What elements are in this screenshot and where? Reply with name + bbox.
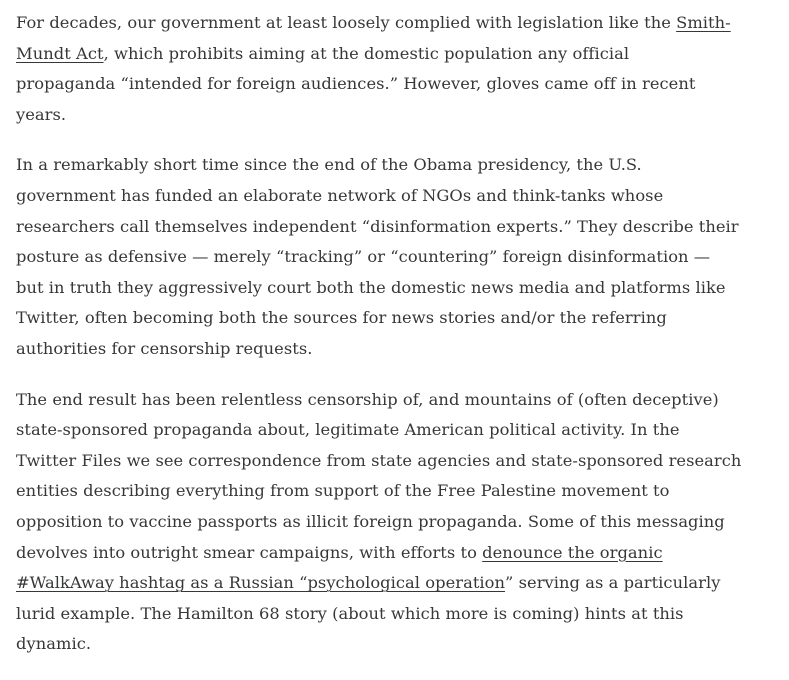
paragraph-1 — [16, 8, 786, 130]
text-segment: ” serving as a particularly — [505, 573, 721, 593]
smith-mundt-act-link-continued[interactable]: Mundt Act — [16, 43, 104, 63]
text-line — [16, 568, 786, 599]
text-line: opposition to vaccine passports as illicit foreign propaganda. Some of this messaging — [16, 511, 725, 531]
text-line: entities describing everything from support of the Free Palestine movement to — [16, 481, 670, 501]
paragraph-2 — [16, 150, 786, 364]
text-line — [16, 8, 786, 39]
text-line: The end result has been relentless censorship of, and mountains of (often deceptive) — [16, 389, 719, 409]
text-segment: devolves into outright smear campaigns, with efforts to — [16, 542, 483, 562]
denounce-walkaway-link-continued[interactable]: #WalkAway hashtag as a Russian “psychological operation — [16, 573, 506, 593]
denounce-walkaway-link[interactable]: denounce the organic — [482, 542, 663, 562]
text-line: government has funded an elaborate network of NGOs and think-tanks whose — [16, 185, 664, 205]
text-line — [16, 538, 786, 569]
text-line: posture as defensive — merely “tracking” or “countering” foreign disinformation — — [16, 247, 711, 267]
text-line: Twitter Files we see correspondence from state agencies and state-sponsored research — [16, 450, 742, 470]
text-segment: , which prohibits aiming at the domestic population any official — [103, 43, 630, 63]
text-line: state-sponsored propaganda about, legitimate American political activity. In the — [16, 420, 680, 440]
text-line: propaganda “intended for foreign audiences.” However, gloves came off in recent — [16, 74, 696, 94]
text-line: years. — [16, 104, 67, 124]
text-line: In a remarkably short time since the end of the Obama presidency, the U.S. — [16, 155, 642, 175]
text-line — [16, 39, 786, 70]
text-line: but in truth they aggressively court both the domestic news media and platforms like — [16, 277, 726, 297]
paragraph-3 — [16, 385, 786, 660]
text-line: dynamic. — [16, 634, 92, 654]
text-line: lurid example. The Hamilton 68 story (about which more is coming) hints at this — [16, 603, 684, 623]
article-body — [16, 8, 786, 680]
text-line: researchers call themselves independent “disinformation experts.” They describe their — [16, 216, 739, 236]
text-segment: For decades, our government at least loosely complied with legislation like the — [16, 13, 677, 32]
smith-mundt-act-link[interactable]: Smith- — [676, 13, 731, 32]
text-line: Twitter, often becoming both the sources for news stories and/or the referring — [16, 308, 667, 328]
text-line: authorities for censorship requests. — [16, 338, 313, 358]
